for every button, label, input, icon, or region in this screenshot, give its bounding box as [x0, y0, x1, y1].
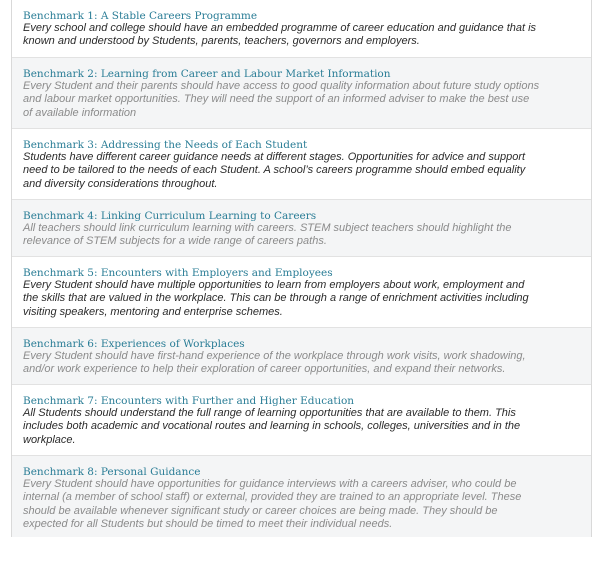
description-line: Every Student should have first-hand experience of the workplace through work visits, work shadowing, [23, 350, 526, 362]
benchmark-row-1 [12, 0, 591, 57]
benchmark-title-4: Benchmark 4: Linking Curriculum Learning to Careers [23, 210, 317, 222]
benchmark-description-8 [23, 478, 579, 532]
description-line: visiting speakers, mentoring and enterprise schemes. [23, 305, 283, 318]
description-line: should be available whenever significant study or career choices are being made. They should be [23, 504, 498, 517]
description-line: Students have different career guidance needs at different stages. Opportunities for advice and support [23, 151, 526, 163]
benchmark-row-3 [12, 128, 591, 199]
benchmark-description-5 [23, 279, 579, 319]
description-line: known and understood by Students, parents, teachers, governors and employers. [23, 35, 420, 48]
benchmark-row-6 [12, 327, 591, 384]
description-line: expected for all Students but should be timed to meet their individual needs. [23, 518, 393, 531]
benchmark-title-5: Benchmark 5: Encounters with Employers and Employees [23, 267, 333, 279]
description-line: Every school and college should have an embedded programme of career education and guidance that is [23, 22, 537, 34]
benchmark-title-6: Benchmark 6: Experiences of Workplaces [23, 338, 245, 350]
benchmark-description-4 [23, 222, 579, 249]
description-line: workplace. [23, 433, 76, 446]
benchmark-row-2 [12, 57, 591, 128]
benchmark-row-8 [12, 455, 591, 537]
benchmark-description-2 [23, 80, 579, 120]
description-line: includes both academic and vocational routes and learning in schools, colleges, universities and in the [23, 420, 521, 433]
description-line: and/or work experience to help their exploration of career opportunities, and expand their networks. [23, 363, 506, 376]
benchmark-description-3 [23, 151, 579, 191]
description-line: the skills that are valued in the workplace. This can be through a range of enrichment activities including [23, 292, 529, 305]
description-line: All teachers should link curriculum learning with careers. STEM subject teachers should highlight the [23, 222, 512, 234]
description-line: Every Student should have opportunities for guidance interviews with a careers adviser, who could be [23, 478, 517, 490]
benchmark-row-7 [12, 384, 591, 455]
benchmark-title-7: Benchmark 7: Encounters with Further and Higher Education [23, 395, 355, 407]
description-line: of available information [23, 106, 137, 119]
description-line: Every Student should have multiple opportunities to learn from employers about work, employment and [23, 279, 525, 291]
description-line: All Students should understand the full range of learning opportunities that are available to them. This [23, 407, 516, 419]
benchmark-title-1: Benchmark 1: A Stable Careers Programme [23, 10, 258, 22]
benchmark-description-1 [23, 22, 579, 49]
description-line: need to be tailored to the needs of each Student. A school’s careers programme should embed equality [23, 164, 526, 177]
benchmark-description-6 [23, 350, 579, 377]
description-line: and diversity considerations throughout. [23, 177, 218, 190]
description-line: relevance of STEM subjects for a wide range of careers paths. [23, 235, 327, 248]
benchmark-row-5 [12, 256, 591, 327]
benchmark-title-2: Benchmark 2: Learning from Career and Labour Market Information [23, 68, 391, 80]
benchmark-title-8: Benchmark 8: Personal Guidance [23, 466, 201, 478]
benchmark-title-3: Benchmark 3: Addressing the Needs of Each Student [23, 139, 308, 151]
benchmark-description-7 [23, 407, 579, 447]
description-line: and labour market opportunities. They will need the support of an informed adviser to make the best use [23, 93, 530, 106]
benchmarks-table [11, 0, 592, 537]
description-line: Every Student and their parents should have access to good quality information about future study options [23, 80, 540, 92]
description-line: internal (a member of school staff) or external, provided they are trained to an appropriate level. These [23, 491, 522, 504]
benchmark-row-4 [12, 199, 591, 256]
